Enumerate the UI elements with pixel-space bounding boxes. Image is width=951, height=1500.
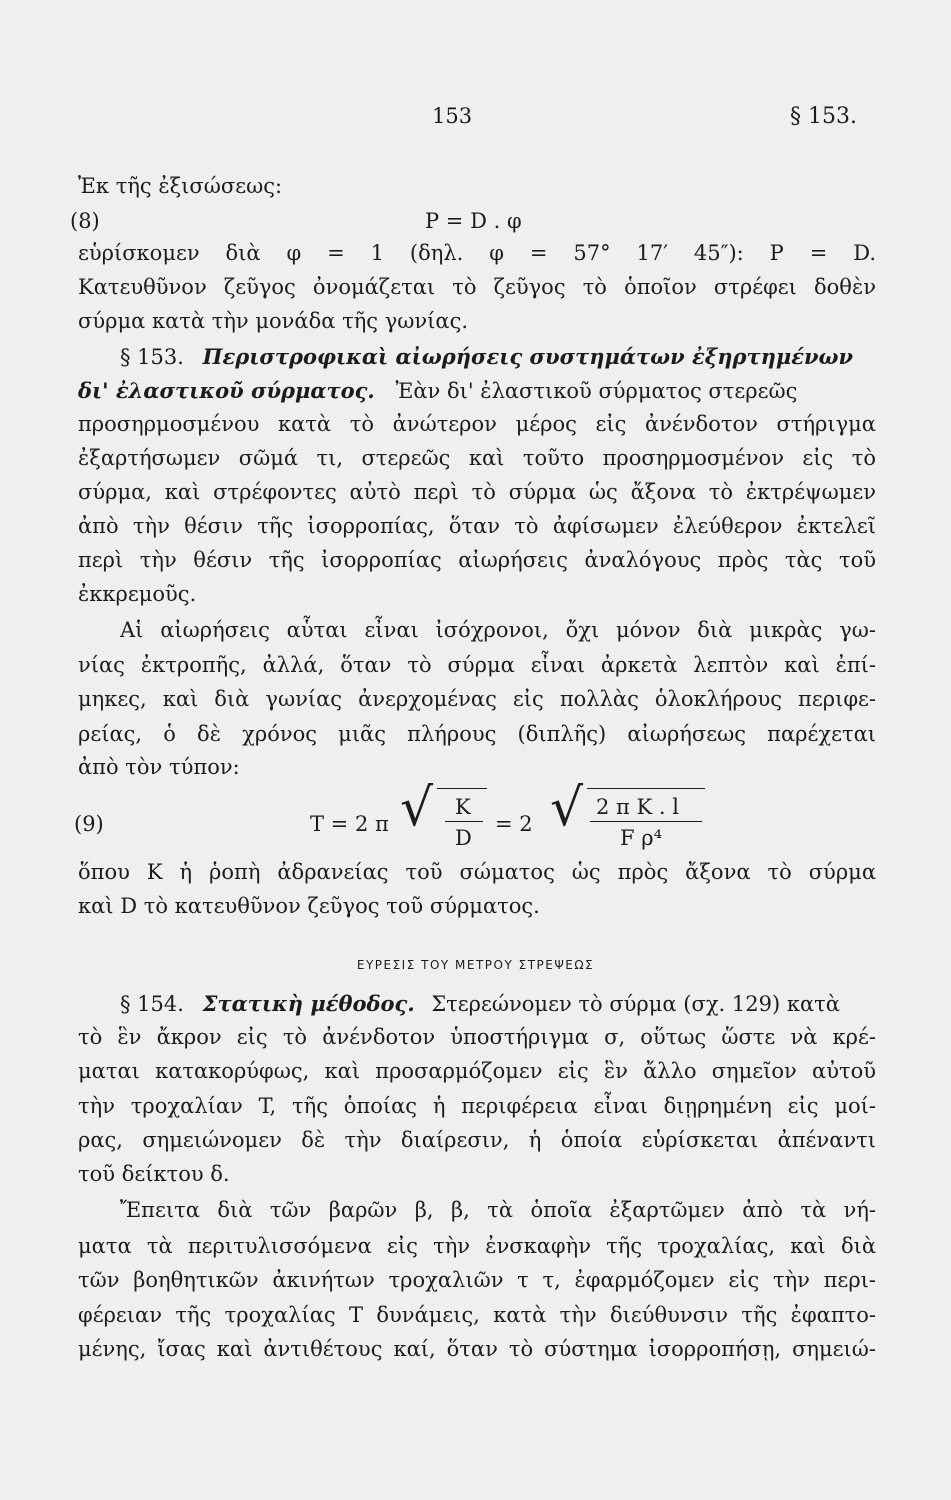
text-line: μένης, ἴσας καὶ ἀντιθέτους καί, ὅταν τὸ σύστημα ἰσορροπήσῃ, σημειώ- xyxy=(78,1337,876,1361)
formula-lhs: T = 2 π xyxy=(310,812,389,836)
text-line: ρείας, ὁ δὲ χρόνος μιᾶς πλήρους (διπλῆς) αἰωρήσεως παρέχεται xyxy=(78,722,876,746)
fraction-bar xyxy=(590,821,702,822)
text-line: σύρμα κατὰ τὴν μονάδα τῆς γωνίας. xyxy=(78,309,469,333)
text-line: ἐκκρεμοῦς. xyxy=(78,582,197,606)
formula-number: (9) xyxy=(74,812,104,836)
text-line: τὴν τροχαλίαν T, τῆς ὁποίας ἡ περιφέρεια εἶναι διῃρημένη εἰς μοί- xyxy=(78,1094,876,1118)
section-reference: § 153. xyxy=(790,104,857,129)
section-title-continued: δι' ἐλαστικοῦ σύρματος. xyxy=(78,378,375,403)
text-span: Ἐὰν δι' ἐλαστικοῦ σύρματος στερεῶς xyxy=(395,379,798,403)
text-line: μηκες, καὶ διὰ γωνίας ἀνερχομένας εἰς πολλὰς ὁλοκλήρους περιφε- xyxy=(78,687,876,711)
section-heading xyxy=(120,993,876,1015)
fraction-numerator: 2 π K . l xyxy=(596,795,679,819)
equation: P = D . φ xyxy=(425,209,522,233)
section-number: § 153. xyxy=(120,345,184,369)
text-line: τῶν βοηθητικῶν ἀκινήτων τροχαλιῶν τ τ, ἐφαρμόζομεν εἰς τὴν περι- xyxy=(78,1268,876,1292)
sqrt-overbar xyxy=(587,788,705,789)
fraction-numerator: K xyxy=(455,795,471,819)
sqrt-overbar xyxy=(437,788,487,789)
text-line: Ἔπειτα διὰ τῶν βαρῶν β, β, τὰ ὁποῖα ἐξαρτῶμεν ἀπὸ τὰ νή- xyxy=(120,1198,876,1222)
sqrt-sign: √ xyxy=(550,778,584,838)
fraction-denominator: F ρ⁴ xyxy=(620,826,663,850)
text-line: ἀπὸ τὸν τύπον: xyxy=(78,755,240,779)
equation-number: (8) xyxy=(70,209,100,233)
text-line: Ἐκ τῆς ἐξισώσεως: xyxy=(78,174,283,198)
text-line xyxy=(78,380,876,402)
text-line: σύρμα, καὶ στρέφοντες αὐτὸ περὶ τὸ σύρμα ὡς ἄξονα τὸ ἐκτρέψωμεν xyxy=(78,480,876,504)
text-line: φέρειαν τῆς τροχαλίας T δυνάμεις, κατὰ τὴν διεύθυνσιν τῆς ἐφαπτο- xyxy=(78,1303,876,1327)
text-span: Στερεώνομεν τὸ σύρμα (σχ. 129) κατὰ xyxy=(431,992,840,1016)
text-line: ἐξαρτήσωμεν σῶμά τι, στερεῶς καὶ τοῦτο προσηρμοσμένον εἰς τὸ xyxy=(78,446,876,470)
text-line: περὶ τὴν θέσιν τῆς ἰσορροπίας αἰωρήσεις ἀναλόγους πρὸς τὰς τοῦ xyxy=(78,548,876,572)
text-line: ὅπου K ἡ ῥοπὴ ἀδρανείας τοῦ σώματος ὡς πρὸς ἄξονα τὸ σύρμα xyxy=(78,860,876,884)
text-line: μαται κατακορύφως, καὶ προσαρμόζομεν εἰς ἓν ἄλλο σημεῖον αὐτοῦ xyxy=(78,1059,876,1083)
fraction-bar xyxy=(445,821,483,822)
text-line: ἀπὸ τὴν θέσιν τῆς ἰσορροπίας, ὅταν τὸ ἀφίσωμεν ἐλεύθερον ἐκτελεῖ xyxy=(78,514,876,538)
text-line: Αἱ αἰωρήσεις αὗται εἶναι ἰσόχρονοι, ὄχι μόνον διὰ μικρὰς γω- xyxy=(120,618,876,642)
text-line: καὶ D τὸ κατευθῦνον ζεῦγος τοῦ σύρματος. xyxy=(78,894,540,918)
section-title: Περιστροφικαὶ αἰωρήσεις συστημάτων ἐξηρτημένων xyxy=(202,344,854,369)
text-line: ρας, σημειώνομεν δὲ τὴν διαίρεσιν, ἡ ὁποία εὑρίσκεται ἀπέναντι xyxy=(78,1128,876,1152)
subsection-caption: ΕΥΡΕΣΙΣ ΤΟΥ ΜΕΤΡΟΥ ΣΤΡΕΨΕΩΣ xyxy=(356,958,595,972)
section-title: Στατικὴ μέθοδος. xyxy=(202,991,415,1016)
text-line: τὸ ἓν ἄκρον εἰς τὸ ἀνένδοτον ὑποστήριγμα σ, οὕτως ὥστε νὰ κρέ- xyxy=(78,1025,876,1049)
text-line: προσηρμοσμένου κατὰ τὸ ἀνώτερον μέρος εἰς ἀνένδοτον στήριγμα xyxy=(78,412,876,436)
section-heading xyxy=(120,346,876,368)
text-line: νίας ἐκτροπῆς, ἀλλά, ὅταν τὸ σύρμα εἶναι ἀρκετὰ λεπτὸν καὶ ἐπί- xyxy=(78,653,876,677)
text-line: Κατευθῦνον ζεῦγος ὀνομάζεται τὸ ζεῦγος τὸ ὁποῖον στρέφει δοθὲν xyxy=(78,275,876,299)
fraction-denominator: D xyxy=(455,826,472,850)
text-line: εὑρίσκομεν διὰ φ = 1 (δηλ. φ = 57° 17′ 45″): P = D. xyxy=(78,241,876,265)
section-number: § 154. xyxy=(120,992,184,1016)
text-line: ματα τὰ περιτυλισσόμενα εἰς τὴν ἐνσκαφὴν τῆς τροχαλίας, καὶ διὰ xyxy=(78,1234,876,1258)
text-line: τοῦ δείκτου δ. xyxy=(78,1162,230,1186)
sqrt-sign: √ xyxy=(400,778,434,838)
formula-mid: = 2 xyxy=(495,812,533,836)
page-number: 153 xyxy=(432,104,473,128)
